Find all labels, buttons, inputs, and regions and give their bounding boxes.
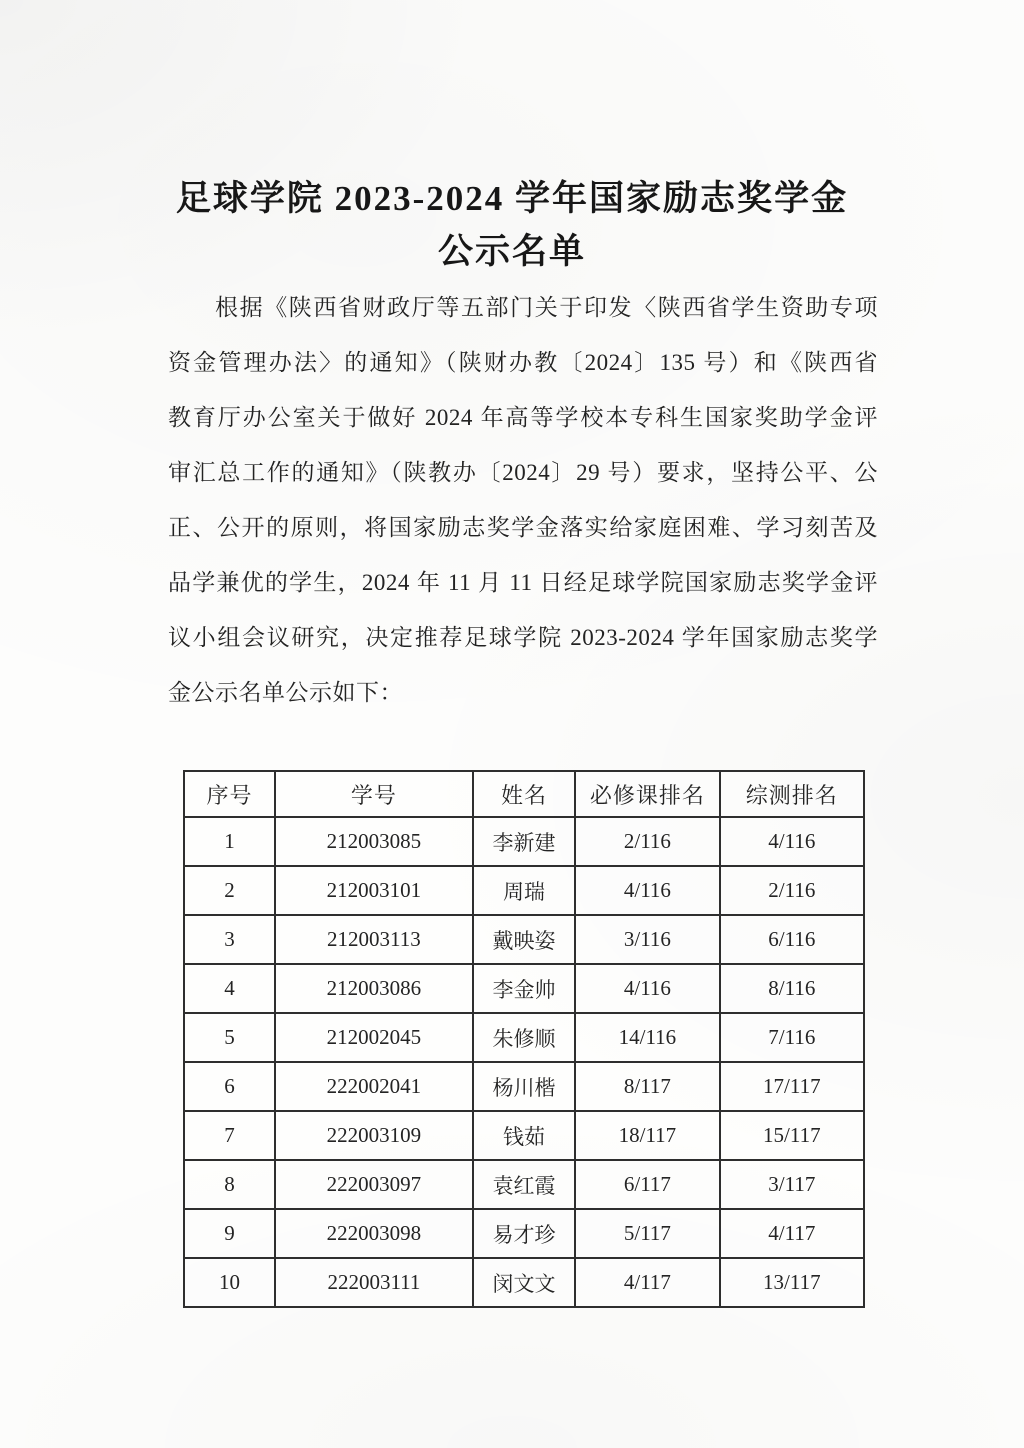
scholarship-table <box>183 770 865 1308</box>
table-cell: 10 <box>184 1258 275 1307</box>
table-cell: 2/116 <box>575 817 719 866</box>
table-cell: 袁红霞 <box>473 1160 575 1209</box>
table-row <box>184 1111 864 1160</box>
paragraph-line: 品学兼优的学生，2024 年 11 月 11 日经足球学院国家励志奖学金评 <box>168 570 878 595</box>
table-cell: 1 <box>184 817 275 866</box>
table-cell: 8/116 <box>720 964 864 1013</box>
paragraph-line: 审汇总工作的通知》（陕教办〔2024〕29 号）要求，坚持公平、公 <box>168 460 878 485</box>
table-cell: 13/117 <box>720 1258 864 1307</box>
paragraph-line: 金公示名单公示如下： <box>168 680 403 705</box>
table-row <box>184 1209 864 1258</box>
table-cell: 14/116 <box>575 1013 719 1062</box>
table-cell: 8 <box>184 1160 275 1209</box>
table-cell: 212002045 <box>275 1013 473 1062</box>
table-cell: 7/116 <box>720 1013 864 1062</box>
table-cell: 6/116 <box>720 915 864 964</box>
table-cell: 212003086 <box>275 964 473 1013</box>
document-title-line1: 足球学院 2023-2024 学年国家励志奖学金 <box>175 179 849 218</box>
table-row <box>184 1160 864 1209</box>
table-header-cell: 学号 <box>275 771 473 817</box>
table-cell: 4/117 <box>720 1209 864 1258</box>
table-cell: 易才珍 <box>473 1209 575 1258</box>
table-cell: 2 <box>184 866 275 915</box>
table-cell: 18/117 <box>575 1111 719 1160</box>
table-header-cell: 综测排名 <box>720 771 864 817</box>
table-cell: 9 <box>184 1209 275 1258</box>
table-cell: 212003113 <box>275 915 473 964</box>
table-row <box>184 866 864 915</box>
table-cell: 6/117 <box>575 1160 719 1209</box>
paragraph-line: 资金管理办法〉的通知》（陕财办教〔2024〕135 号）和《陕西省 <box>168 350 878 375</box>
table-cell: 4/116 <box>575 964 719 1013</box>
table-cell: 李新建 <box>473 817 575 866</box>
table-cell: 8/117 <box>575 1062 719 1111</box>
table-header-cell: 序号 <box>184 771 275 817</box>
table-row <box>184 915 864 964</box>
table-header-cell: 必修课排名 <box>575 771 719 817</box>
table-cell: 闵文文 <box>473 1258 575 1307</box>
table-cell: 杨川楷 <box>473 1062 575 1111</box>
document-title <box>0 0 1024 278</box>
paragraph-line: 议小组会议研究，决定推荐足球学院 2023-2024 学年国家励志奖学 <box>168 625 878 650</box>
table-header-row <box>184 771 864 817</box>
table-row <box>184 817 864 866</box>
table-cell: 222003097 <box>275 1160 473 1209</box>
table-cell: 3/117 <box>720 1160 864 1209</box>
table-row <box>184 964 864 1013</box>
table-cell: 222003109 <box>275 1111 473 1160</box>
paragraph-line: 正、公开的原则，将国家励志奖学金落实给家庭困难、学习刻苦及 <box>168 515 878 540</box>
table-cell: 5/117 <box>575 1209 719 1258</box>
paragraph-line: 教育厅办公室关于做好 2024 年高等学校本专科生国家奖助学金评 <box>168 405 878 430</box>
table-cell: 7 <box>184 1111 275 1160</box>
body-paragraph <box>168 280 878 720</box>
table-cell: 朱修顺 <box>473 1013 575 1062</box>
table-cell: 222002041 <box>275 1062 473 1111</box>
table-cell: 4/116 <box>575 866 719 915</box>
table-row <box>184 1013 864 1062</box>
table-cell: 5 <box>184 1013 275 1062</box>
document-title-line2: 公示名单 <box>437 232 586 271</box>
table-cell: 6 <box>184 1062 275 1111</box>
table-cell: 212003101 <box>275 866 473 915</box>
table-cell: 3/116 <box>575 915 719 964</box>
table-cell: 3 <box>184 915 275 964</box>
table-cell: 222003098 <box>275 1209 473 1258</box>
table-cell: 2/116 <box>720 866 864 915</box>
table-cell: 4/116 <box>720 817 864 866</box>
table-cell: 李金帅 <box>473 964 575 1013</box>
table-cell: 212003085 <box>275 817 473 866</box>
table-cell: 17/117 <box>720 1062 864 1111</box>
table-cell: 222003111 <box>275 1258 473 1307</box>
table-row <box>184 1258 864 1307</box>
paragraph-line: 根据《陕西省财政厅等五部门关于印发〈陕西省学生资助专项 <box>215 295 878 320</box>
table-body <box>184 817 864 1307</box>
table-cell: 15/117 <box>720 1111 864 1160</box>
table-cell: 4/117 <box>575 1258 719 1307</box>
table-cell: 戴映姿 <box>473 915 575 964</box>
table-header-cell: 姓名 <box>473 771 575 817</box>
table-cell: 钱茹 <box>473 1111 575 1160</box>
table-cell: 4 <box>184 964 275 1013</box>
table-row <box>184 1062 864 1111</box>
table-cell: 周瑞 <box>473 866 575 915</box>
